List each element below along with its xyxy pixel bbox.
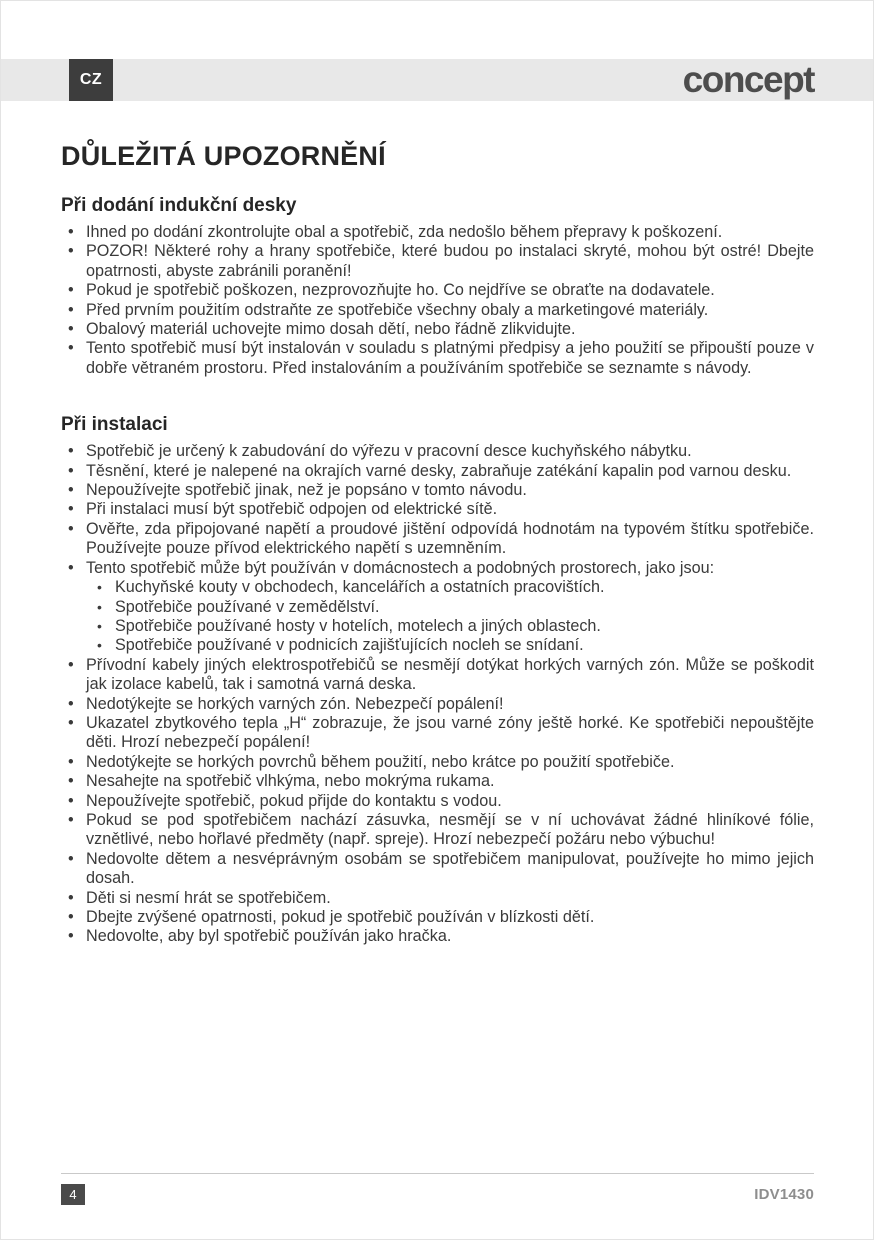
page-title: DŮLEŽITÁ UPOZORNĚNÍ [61, 141, 386, 171]
list-item: • Při instalaci musí být spotřebič odpojen od elektrické sítě. [61, 500, 814, 519]
list-item: • Spotřebič je určený k zabudování do výřezu v pracovní desce kuchyňského nábytku. [61, 442, 814, 461]
list-item: • Tento spotřebič musí být instalován v souladu s platnými předpisy a jeho použití se připouští pouze v dobře větraném prostoru. Před instalováním a používáním spotřebiče se seznamte s návody. [61, 339, 814, 378]
page-number-badge: 4 [61, 1184, 85, 1205]
list-item: • Pokud se pod spotřebičem nachází zásuvka, nesmějí se v ní uchovávat žádné hliníkové fólie, vznětlivé, nebo hořlavé předměty (např. spreje). Hrozí nebezpečí požáru nebo výbuchu! [61, 811, 814, 850]
list-item: • Nedovolte, aby byl spotřebič používán jako hračka. [61, 927, 814, 946]
list-item: • Nesahejte na spotřebič vlhkýma, nebo mokrýma rukama. [61, 772, 814, 791]
footer-divider [61, 1173, 814, 1174]
sub-list-item: • Spotřebiče používané v zemědělství. [95, 598, 814, 617]
brand-logo: concept [682, 58, 814, 100]
list-item: • Ověřte, zda připojované napětí a proudové jištění odpovídá hodnotám na typovém štítku spotřebiče. Používejte pouze přívod elektrického napětí s uzemněním. [61, 520, 814, 559]
list-item: • Nepoužívejte spotřebič, pokud přijde do kontaktu s vodou. [61, 792, 814, 811]
list-item: • Těsnění, které je nalepené na okrajích varné desky, zabraňuje zatékání kapalin pod varnou desku. [61, 462, 814, 481]
list-item: • Nedotýkejte se horkých povrchů během použití, nebo krátce po použití spotřebiče. [61, 753, 814, 772]
footer [61, 1183, 814, 1205]
sub-list [86, 578, 814, 656]
list-item: • Nedotýkejte se horkých varných zón. Nebezpečí popálení! [61, 695, 814, 714]
sub-list-item: • Spotřebiče používané hosty v hotelích, motelech a jiných oblastech. [95, 617, 814, 636]
list-item: • Před prvním použitím odstraňte ze spotřebiče všechny obaly a marketingové materiály. [61, 301, 814, 320]
list-item: • Nedovolte dětem a nesvéprávným osobám se spotřebičem manipulovat, používejte ho mimo jejich dosah. [61, 850, 814, 889]
list-item: • Dbejte zvýšené opatrnosti, pokud je spotřebič používán v blízkosti dětí. [61, 908, 814, 927]
list-item: • Ihned po dodání zkontrolujte obal a spotřebič, zda nedošlo během přepravy k poškození. [61, 223, 814, 242]
delivery-warning-list [61, 223, 814, 378]
section-heading-delivery: Při dodání indukční desky [61, 195, 297, 216]
header-band [1, 59, 873, 101]
list-item: • POZOR! Některé rohy a hrany spotřebiče, které budou po instalaci skryté, mohou být ostré! Dbejte opatrnosti, abyste zabránili poranění! [61, 242, 814, 281]
model-number: IDV1430 [754, 1185, 814, 1203]
section-heading-installation: Při instalaci [61, 414, 168, 436]
list-item: • Obalový materiál uchovejte mimo dosah dětí, nebo řádně zlikvidujte. [61, 320, 814, 339]
list-item: • Přívodní kabely jiných elektrospotřebičů se nesmějí dotýkat horkých varných zón. Může se poškodit jak izolace kabelů, tak i samotná varná deska. [61, 656, 814, 695]
list-item: • Ukazatel zbytkového tepla „H“ zobrazuje, že jsou varné zóny ještě horké. Ke spotřebiči nepouštějte děti. Hrozí nebezpečí popálení! [61, 714, 814, 753]
list-item: • Nepoužívejte spotřebič jinak, než je popsáno v tomto návodu. [61, 481, 814, 500]
page-content [61, 101, 814, 947]
language-badge: CZ [69, 59, 113, 101]
installation-warning-list [61, 442, 814, 947]
sub-list-item: • Spotřebiče používané v podnicích zajišťujících nocleh se snídaní. [95, 636, 814, 655]
sub-list-item: • Kuchyňské kouty v obchodech, kancelářích a ostatních pracovištích. [95, 578, 814, 597]
list-item: • Tento spotřebič může být používán v domácnostech a podobných prostorech, jako jsou: • Kuchyňské kouty v obchodech, kancelářích a ostatních pracovištích. • Spotřebiče používané v zemědělství. • Spotřebiče používané hosty v hotelích, motelech a jiných oblastech. • Spotřebiče používané v podnicích zajišťujících nocleh se snídaní. [61, 559, 814, 656]
list-item: • Pokud je spotřebič poškozen, nezprovozňujte ho. Co nejdříve se obraťte na dodavatele. [61, 281, 814, 300]
list-item: • Děti si nesmí hrát se spotřebičem. [61, 889, 814, 908]
